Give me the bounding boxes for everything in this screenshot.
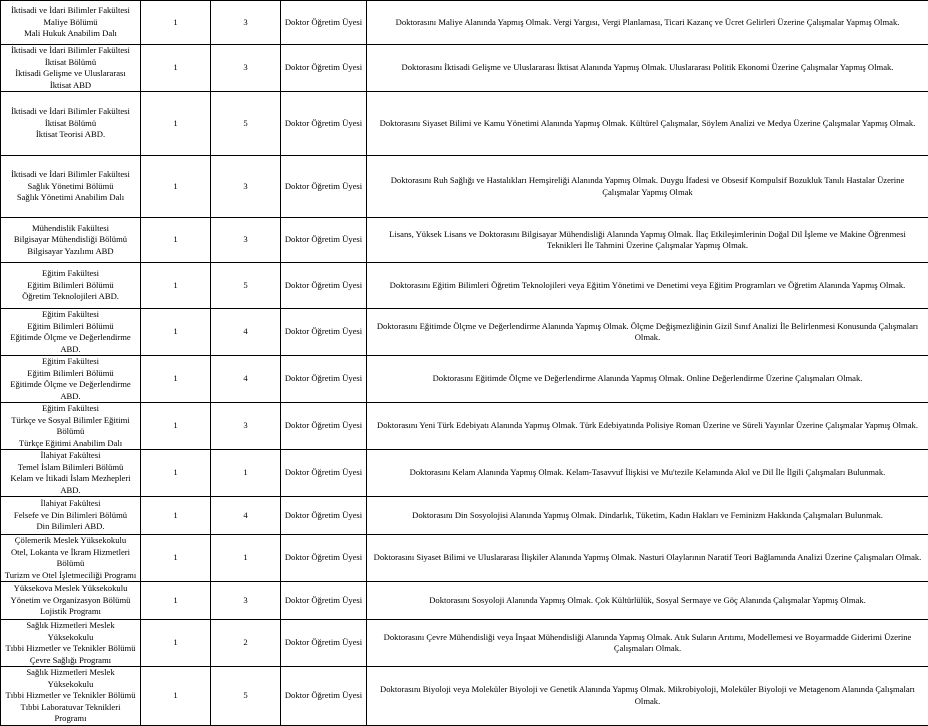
- requirement-cell: Doktorasını İktisadi Gelişme ve Uluslararası İktisat Alanında Yapmış Olmak. Uluslararası Politik Ekonomi Üzerine Çalışmalar Yapmış Olmak.: [367, 45, 928, 92]
- count-cell: 1: [141, 156, 211, 218]
- title-cell: Doktor Öğretim Üyesi: [281, 309, 367, 356]
- table-row: [1, 667, 928, 726]
- table-row: [1, 92, 928, 156]
- table-row: [1, 620, 928, 667]
- title-cell: Doktor Öğretim Üyesi: [281, 497, 367, 535]
- count-cell: 1: [141, 450, 211, 497]
- unit-cell: Eğitim Fakültesi Eğitim Bilimleri Bölümü Öğretim Teknolojileri ABD.: [1, 263, 141, 309]
- degree-cell: 1: [211, 450, 281, 497]
- unit-cell: İktisadi ve İdari Bilimler Fakültesi İktisat Bölümü İktisadi Gelişme ve Uluslararası İktisat ABD: [1, 45, 141, 92]
- unit-cell: İlahiyat Fakültesi Temel İslam Bilimleri Bölümü Kelam ve İtikadi İslam Mezhepleri ABD.: [1, 450, 141, 497]
- title-cell: Doktor Öğretim Üyesi: [281, 667, 367, 726]
- table-row: [1, 156, 928, 218]
- requirement-cell: Lisans, Yüksek Lisans ve Doktorasını Bilgisayar Mühendisliği Alanında Yapmış Olmak. İlaç Etkileşimlerinin Doğal Dil İşleme ve Makine Öğrenmesi Teknikleri İle Tahmini Üzerine Çalışmalar Yapmış Olmak.: [367, 218, 928, 263]
- degree-cell: 4: [211, 309, 281, 356]
- title-cell: Doktor Öğretim Üyesi: [281, 450, 367, 497]
- unit-cell: Mühendislik Fakültesi Bilgisayar Mühendisliği Bölümü Bilgisayar Yazılımı ABD: [1, 218, 141, 263]
- degree-cell: 3: [211, 156, 281, 218]
- table-row: [1, 497, 928, 535]
- degree-cell: 3: [211, 582, 281, 620]
- unit-cell: Sağlık Hizmetleri Meslek Yüksekokulu Tıbbi Hizmetler ve Teknikler Bölümü Tıbbi Laboratuvar Teknikleri Programı: [1, 667, 141, 726]
- degree-cell: 5: [211, 667, 281, 726]
- title-cell: Doktor Öğretim Üyesi: [281, 403, 367, 450]
- table-row: [1, 45, 928, 92]
- count-cell: 1: [141, 403, 211, 450]
- requirement-cell: Doktorasını Eğitimde Ölçme ve Değerlendirme Alanında Yapmış Olmak. Ölçme Değişmezliğinin Gizil Sınıf Analizi İle Belirlenmesi Konusunda Çalışmaları Olmak.: [367, 309, 928, 356]
- requirement-cell: Doktorasını Eğitim Bilimleri Öğretim Teknolojileri veya Eğitim Yönetimi ve Denetimi veya Eğitim Programları ve Öğretim Alanında Yapmış Olmak.: [367, 263, 928, 309]
- title-cell: Doktor Öğretim Üyesi: [281, 263, 367, 309]
- table-row: [1, 450, 928, 497]
- count-cell: 1: [141, 45, 211, 92]
- degree-cell: 3: [211, 45, 281, 92]
- table-row: [1, 1, 928, 45]
- degree-cell: 4: [211, 497, 281, 535]
- unit-cell: Eğitim Fakültesi Eğitim Bilimleri Bölümü Eğitimde Ölçme ve Değerlendirme ABD.: [1, 356, 141, 403]
- count-cell: 1: [141, 309, 211, 356]
- count-cell: 1: [141, 218, 211, 263]
- degree-cell: 3: [211, 403, 281, 450]
- title-cell: Doktor Öğretim Üyesi: [281, 92, 367, 156]
- requirement-cell: Doktorasını Eğitimde Ölçme ve Değerlendirme Alanında Yapmış Olmak. Online Değerlendirme Üzerine Çalışmaları Olmak.: [367, 356, 928, 403]
- table-row: [1, 356, 928, 403]
- degree-cell: 1: [211, 535, 281, 582]
- unit-cell: İlahiyat Fakültesi Felsefe ve Din Bilimleri Bölümü Din Bilimleri ABD.: [1, 497, 141, 535]
- count-cell: 1: [141, 535, 211, 582]
- title-cell: Doktor Öğretim Üyesi: [281, 356, 367, 403]
- title-cell: Doktor Öğretim Üyesi: [281, 156, 367, 218]
- table-row: [1, 535, 928, 582]
- table-row: [1, 582, 928, 620]
- title-cell: Doktor Öğretim Üyesi: [281, 45, 367, 92]
- unit-cell: Eğitim Fakültesi Türkçe ve Sosyal Bilimler Eğitimi Bölümü Türkçe Eğitimi Anabilim Dalı: [1, 403, 141, 450]
- count-cell: 1: [141, 620, 211, 667]
- count-cell: 1: [141, 1, 211, 45]
- degree-cell: 3: [211, 1, 281, 45]
- degree-cell: 3: [211, 218, 281, 263]
- unit-cell: Sağlık Hizmetleri Meslek Yüksekokulu Tıbbi Hizmetler ve Teknikler Bölümü Çevre Sağlığı Programı: [1, 620, 141, 667]
- degree-cell: 5: [211, 92, 281, 156]
- requirement-cell: Doktorasını Siyaset Bilimi ve Uluslararası İlişkiler Alanında Yapmış Olmak. Nasturi Olaylarının Naratif Teori Bağlamında Analizi Üzerine Çalışmaları Olmak.: [367, 535, 928, 582]
- title-cell: Doktor Öğretim Üyesi: [281, 535, 367, 582]
- title-cell: Doktor Öğretim Üyesi: [281, 1, 367, 45]
- degree-cell: 2: [211, 620, 281, 667]
- unit-cell: Çölemerik Meslek Yüksekokulu Otel, Lokanta ve İkram Hizmetleri Bölümü Turizm ve Otel İşletmeciliği Programı: [1, 535, 141, 582]
- requirement-cell: Doktorasını Çevre Mühendisliği veya İnşaat Mühendisliği Alanında Yapmış Olmak. Atık Suların Arıtımı, Modellemesi ve Boyarmadde Giderimi Üzerine Çalışmaları Olmak.: [367, 620, 928, 667]
- title-cell: Doktor Öğretim Üyesi: [281, 582, 367, 620]
- requirement-cell: Doktorasını Kelam Alanında Yapmış Olmak. Kelam-Tasavvuf İlişkisi ve Mu'tezile Kelamında Akıl ve Dil İle İlgili Çalışmaları Bulunmak.: [367, 450, 928, 497]
- count-cell: 1: [141, 92, 211, 156]
- table-row: [1, 263, 928, 309]
- degree-cell: 5: [211, 263, 281, 309]
- requirement-cell: Doktorasını Siyaset Bilimi ve Kamu Yönetimi Alanında Yapmış Olmak. Kültürel Çalışmalar, Söylem Analizi ve Medya Üzerine Çalışmalar Yapmış Olmak.: [367, 92, 928, 156]
- count-cell: 1: [141, 356, 211, 403]
- unit-cell: İktisadi ve İdari Bilimler Fakültesi Maliye Bölümü Mali Hukuk Anabilim Dalı: [1, 1, 141, 45]
- degree-cell: 4: [211, 356, 281, 403]
- count-cell: 1: [141, 263, 211, 309]
- unit-cell: İktisadi ve İdari Bilimler Fakültesi Sağlık Yönetimi Bölümü Sağlık Yönetimi Anabilim Dalı: [1, 156, 141, 218]
- unit-cell: Yüksekova Meslek Yüksekokulu Yönetim ve Organizasyon Bölümü Lojistik Programı: [1, 582, 141, 620]
- title-cell: Doktor Öğretim Üyesi: [281, 620, 367, 667]
- requirement-cell: Doktorasını Sosyoloji Alanında Yapmış Olmak. Çok Kültürlülük, Sosyal Sermaye ve Göç Alanında Çalışmalar Yapmış Olmak.: [367, 582, 928, 620]
- requirement-cell: Doktorasını Ruh Sağlığı ve Hastalıkları Hemşireliği Alanında Yapmış Olmak. Duygu İfadesi ve Obsesif Kompulsif Bozukluk Tanılı Hastalar Üzerine Çalışmalar Yapmış Olmak: [367, 156, 928, 218]
- requirement-cell: Doktorasını Biyoloji veya Moleküler Biyoloji ve Genetik Alanında Yapmış Olmak. Mikrobiyoloji, Moleküler Biyoloji ve Metagenom Alanında Çalışmaları Olmak.: [367, 667, 928, 726]
- count-cell: 1: [141, 497, 211, 535]
- table-row: [1, 403, 928, 450]
- unit-cell: Eğitim Fakültesi Eğitim Bilimleri Bölümü Eğitimde Ölçme ve Değerlendirme ABD.: [1, 309, 141, 356]
- count-cell: 1: [141, 582, 211, 620]
- unit-cell: İktisadi ve İdari Bilimler Fakültesi İktisat Bölümü İktisat Teorisi ABD.: [1, 92, 141, 156]
- requirement-cell: Doktorasını Yeni Türk Edebiyatı Alanında Yapmış Olmak. Türk Edebiyatında Polisiye Roman Üzerine ve Süreli Yayınlar Üzerine Çalışmalar Yapmış Olmak.: [367, 403, 928, 450]
- title-cell: Doktor Öğretim Üyesi: [281, 218, 367, 263]
- positions-table-body: [1, 1, 928, 726]
- table-row: [1, 218, 928, 263]
- requirement-cell: Doktorasını Din Sosyolojisi Alanında Yapmış Olmak. Dindarlık, Tüketim, Kadın Hakları ve Feminizm Hakkında Çalışmaları Bulunmak.: [367, 497, 928, 535]
- count-cell: 1: [141, 667, 211, 726]
- table-row: [1, 309, 928, 356]
- requirement-cell: Doktorasını Maliye Alanında Yapmış Olmak. Vergi Yargısı, Vergi Planlaması, Ticari Kazanç ve Ücret Gelirleri Üzerine Çalışmalar Yapmış Olmak.: [367, 1, 928, 45]
